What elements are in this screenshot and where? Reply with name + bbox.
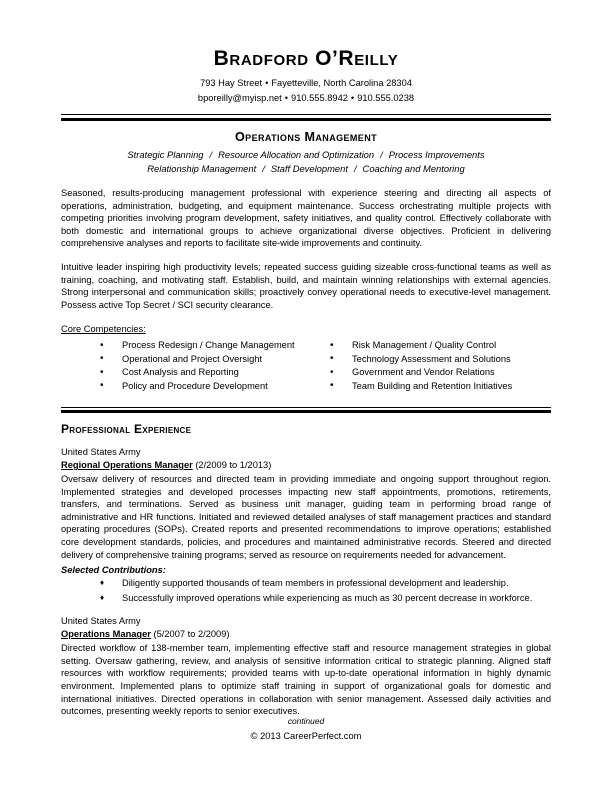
list-item <box>100 366 306 379</box>
email-address[interactable]: bporeilly@myisp.net <box>197 93 282 104</box>
list-item <box>330 366 551 379</box>
specialty-item: Strategic Planning <box>127 149 204 161</box>
slash-separator: / <box>262 163 265 175</box>
bullet-icon: • <box>330 353 334 365</box>
diamond-bullet-icon: ♦ <box>100 577 105 587</box>
experience-entry <box>61 447 551 605</box>
specialty-line-1 <box>61 148 551 162</box>
phone-secondary: 910.555.0238 <box>357 93 415 104</box>
core-competencies-column-right <box>306 339 551 393</box>
street-address: 793 Hay Street <box>200 78 263 89</box>
competency-label: Cost Analysis and Reporting <box>122 367 239 378</box>
list-item <box>330 339 551 352</box>
list-item <box>330 353 551 366</box>
specialty-item: Resource Allocation and Optimization <box>218 149 375 161</box>
contact-email-phone-line <box>61 92 551 105</box>
copyright-notice: © 2013 CareerPerfect.com <box>250 731 362 741</box>
list-item <box>61 576 551 590</box>
competency-label: Technology Assessment and Solutions <box>352 353 511 364</box>
city-state-zip: Fayetteville, North Carolina 28304 <box>271 78 412 89</box>
slash-separator: / <box>380 149 383 161</box>
contribution-text: Diligently supported thousands of team members in professional development and leadership. <box>122 578 509 589</box>
competency-label: Team Building and Retention Initiatives <box>352 380 513 391</box>
slash-separator: / <box>353 163 357 175</box>
bullet-icon: • <box>100 339 104 351</box>
slash-separator: / <box>209 149 213 161</box>
contact-address-line <box>61 77 551 90</box>
summary-paragraph-1: Seasoned, results-producing management professional with experience steering and directing all aspects of operations, administration, budgeting, and equipment maintenance. Success orchestrating multiple projects with competing priorities involving program development, safety initiatives, and quality control. Effectively collaborate with both domestic and international groups to achieve organizational diverse objectives. Proficient in delivering comprehensive analyses and reports to facilitate site-wide improvements and continuity. <box>61 188 551 249</box>
employer-name: United States Army <box>61 447 141 458</box>
bullet-icon: • <box>100 366 104 378</box>
specialty-item: Relationship Management <box>147 163 257 175</box>
bullet-icon: • <box>330 380 334 392</box>
core-competencies-columns <box>61 339 551 393</box>
competency-label: Policy and Procedure Development <box>122 380 268 391</box>
competency-label: Risk Management / Quality Control <box>352 340 497 351</box>
competency-label: Operational and Project Oversight <box>122 353 263 364</box>
specialty-line-2 <box>61 162 551 176</box>
separator-dot-icon: • <box>265 78 269 89</box>
job-description: Oversaw delivery of resources and directed team in providing immediate and ongoing support throughout region. Implemented strategies and developed processes impacting new staff appointments, promotions, retirements, transfers, and terminations. Served as business unit manager, guiding team in performing broad range of administrative and HR functions. Initiated and reviewed detailed analyses of staff management practices and standard operating procedures (SOPs). Created reports and presented recommendations to improve operations; established core development standards, policies, and procedures and maintained administrative records. Steered and directed delivery of comprehensive training programs; served as resource on requirements needed for advancement. <box>61 474 551 560</box>
bullet-icon: • <box>100 353 104 365</box>
phone-primary: 910.555.8942 <box>291 93 348 104</box>
competency-label: Process Redesign / Change Management <box>122 340 295 351</box>
target-job-title: Operations Management <box>234 130 378 145</box>
separator-dot-icon: • <box>284 93 289 104</box>
core-competencies-heading: Core Competencies: <box>61 324 146 335</box>
list-item <box>330 380 551 393</box>
employer-name: United States Army <box>61 616 141 627</box>
experience-divider-rule <box>61 407 551 413</box>
list-item <box>61 591 551 605</box>
bullet-icon: • <box>330 366 334 378</box>
candidate-name: Bradford O’Reilly <box>213 47 399 70</box>
job-title-line <box>61 629 551 639</box>
job-description: Directed workflow of 138-member team, implementing effective staff and resource management strategies in global setting. Oversaw gathering, review, and analysis of sensitive information critical to strategic planning. Aligned staff resources with workflow requirements; provided teams with up-to-date operational information in highly dynamic environment. Implemented plans to optimize staff training in support of organizational goals for domestic and international initiatives. Directed operations in collaboration with senior management. Assessed daily activities and outcomes, presenting weekly reports to senior executives. <box>61 643 551 717</box>
specialty-item: Coaching and Mentoring <box>362 163 465 175</box>
list-item <box>100 380 306 393</box>
list-item <box>100 353 306 366</box>
bullet-icon: • <box>330 339 334 351</box>
specialty-item: Process Improvements <box>388 149 485 161</box>
job-dates: (2/2009 to 1/2013) <box>195 460 272 471</box>
continued-label: continued <box>287 716 325 726</box>
contribution-text: Successfully improved operations while experiencing as much as 30 percent decrease in workforce. <box>122 593 533 604</box>
job-title: Operations Manager <box>61 629 151 640</box>
job-dates: (5/2007 to 2/2009) <box>153 629 230 640</box>
selected-contributions-heading: Selected Contributions: <box>61 565 166 576</box>
summary-paragraph-2: Intuitive leader inspiring high productivity levels; repeated success guiding sizeable cross-functional teams as well as training, coaching, and motivating staff. Establish, build, and maintain winning relationships with external agencies. Strong interpersonal and communication skills; proactively convey operational needs to executive-level management. Possess active Top Secret / SCI security clearance. <box>61 262 551 310</box>
separator-dot-icon: • <box>350 93 355 104</box>
core-competencies-column-left <box>61 339 306 393</box>
header-divider-rule <box>61 114 551 121</box>
competency-label: Government and Vendor Relations <box>352 367 495 378</box>
specialty-item: Staff Development <box>270 163 348 175</box>
list-item <box>100 339 306 352</box>
section-heading-professional-experience: Professional Experience <box>61 422 192 437</box>
job-title-line <box>61 460 551 470</box>
job-title: Regional Operations Manager <box>61 460 193 471</box>
diamond-bullet-icon: ♦ <box>100 592 105 602</box>
experience-entry <box>61 616 551 718</box>
bullet-icon: • <box>100 380 104 392</box>
